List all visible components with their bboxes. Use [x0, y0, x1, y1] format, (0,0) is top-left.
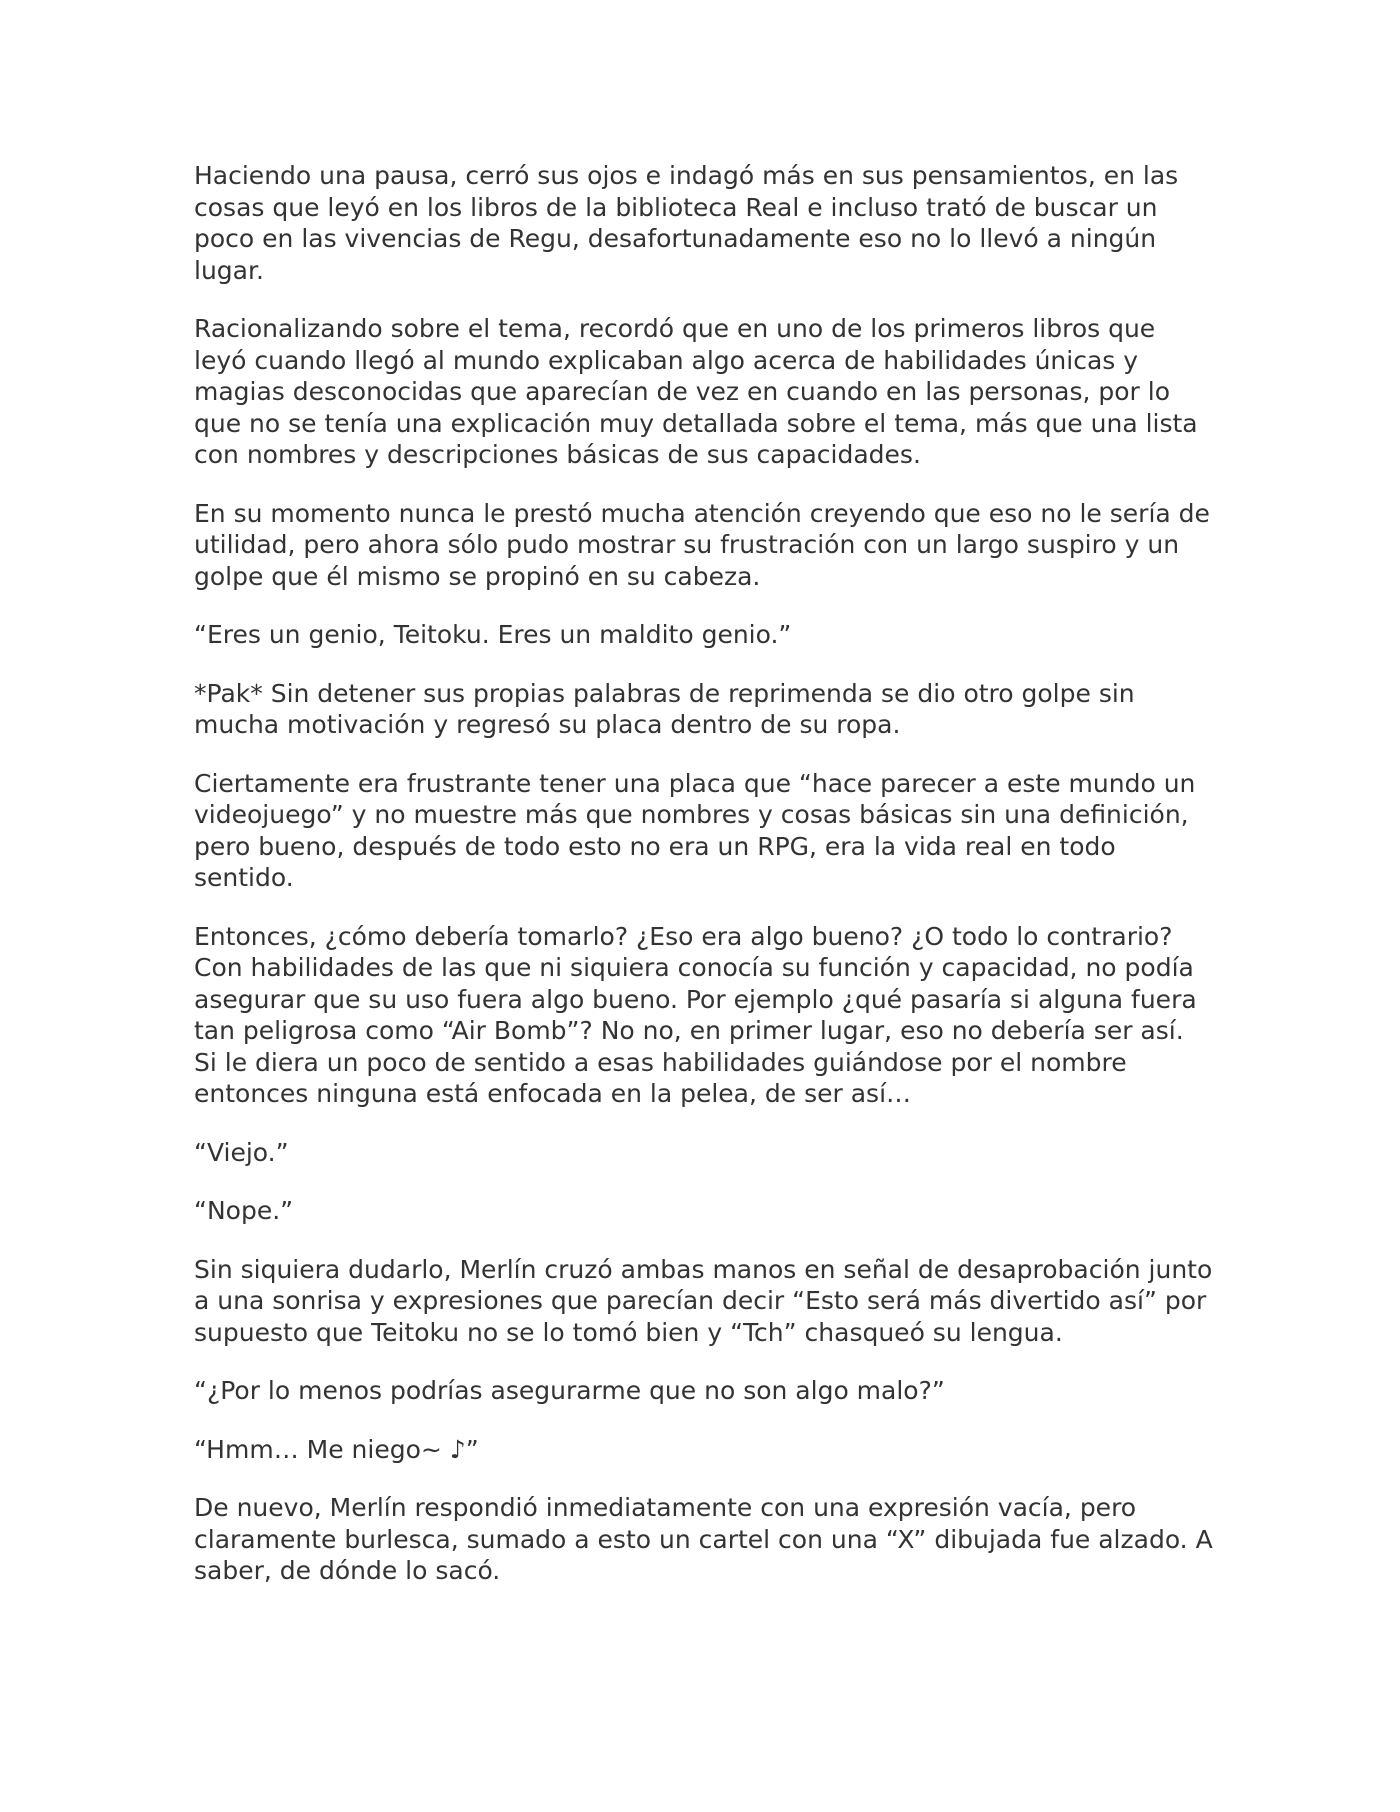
- paragraph-4: “Eres un genio, Teitoku. Eres un maldito genio.”: [194, 620, 792, 649]
- paragraph-9: “Nope.”: [194, 1196, 294, 1225]
- paragraph-7: Entonces, ¿cómo debería tomarlo? ¿Eso era algo bueno? ¿O todo lo contrario? Con habilidades de las que ni siquiera conocía su función y capacidad, no podía asegurar que su uso fuera algo bueno. Por ejemplo ¿qué pasaría si alguna fuera tan peligrosa como “Air Bomb”? No no, en primer lugar, eso no debería ser así. Si le diera un poco de sentido a esas habilidades guiándose por el nombre entonces ninguna está enfocada en la pelea, de ser así…: [194, 921, 1197, 1108]
- paragraph-3: En su momento nunca le prestó mucha atención creyendo que eso no le sería de utilidad, pero ahora sólo pudo mostrar su frustración con un largo suspiro y un golpe que él mismo se propinó en su cabeza.: [194, 498, 1210, 591]
- paragraph-12: “Hmm… Me niego~ ♪”: [194, 1434, 479, 1464]
- paragraph-11: “¿Por lo menos podrías asegurarme que no son algo malo?”: [194, 1376, 945, 1405]
- paragraph-6: Ciertamente era frustrante tener una placa que “hace parecer a este mundo un videojuego” y no muestre más que nombres y cosas básicas sin una definición, pero bueno, después de todo esto no era un RPG, era la vida real en todo sentido.: [194, 768, 1196, 892]
- paragraph-13: De nuevo, Merlín respondió inmediatamente con una expresión vacía, pero claramente burlesca, sumado a esto un cartel con una “X” dibujada fue alzado. A saber, de dónde lo sacó.: [194, 1493, 1213, 1585]
- paragraph-5: *Pak* Sin detener sus propias palabras de reprimenda se dio otro golpe sin mucha motivación y regresó su placa dentro de su ropa.: [194, 678, 1135, 739]
- paragraph-8: “Viejo.”: [194, 1137, 289, 1167]
- paragraph-10: Sin siquiera dudarlo, Merlín cruzó ambas manos en señal de desaprobación junto a una sonrisa y expresiones que parecían decir “Esto será más divertido así” por supuesto que Teitoku no se lo tomó bien y “Tch” chasqueó su lengua.: [194, 1254, 1213, 1347]
- paragraph-1: Haciendo una pausa, cerró sus ojos e indagó más en sus pensamientos, en las cosas que leyó en los libros de la biblioteca Real e incluso trató de buscar un poco en las vivencias de Regu, desafortunadamente eso no lo llevó a ningún lugar.: [194, 161, 1179, 285]
- document-body: [194, 160, 1214, 1614]
- paragraph-2: Racionalizando sobre el tema, recordó que en uno de los primeros libros que leyó cuando llegó al mundo explicaban algo acerca de habilidades únicas y magias desconocidas que aparecían de vez en cuando en las personas, por lo que no se tenía una explicación muy detallada sobre el tema, más que una lista con nombres y descripciones básicas de sus capacidades.: [194, 314, 1198, 469]
